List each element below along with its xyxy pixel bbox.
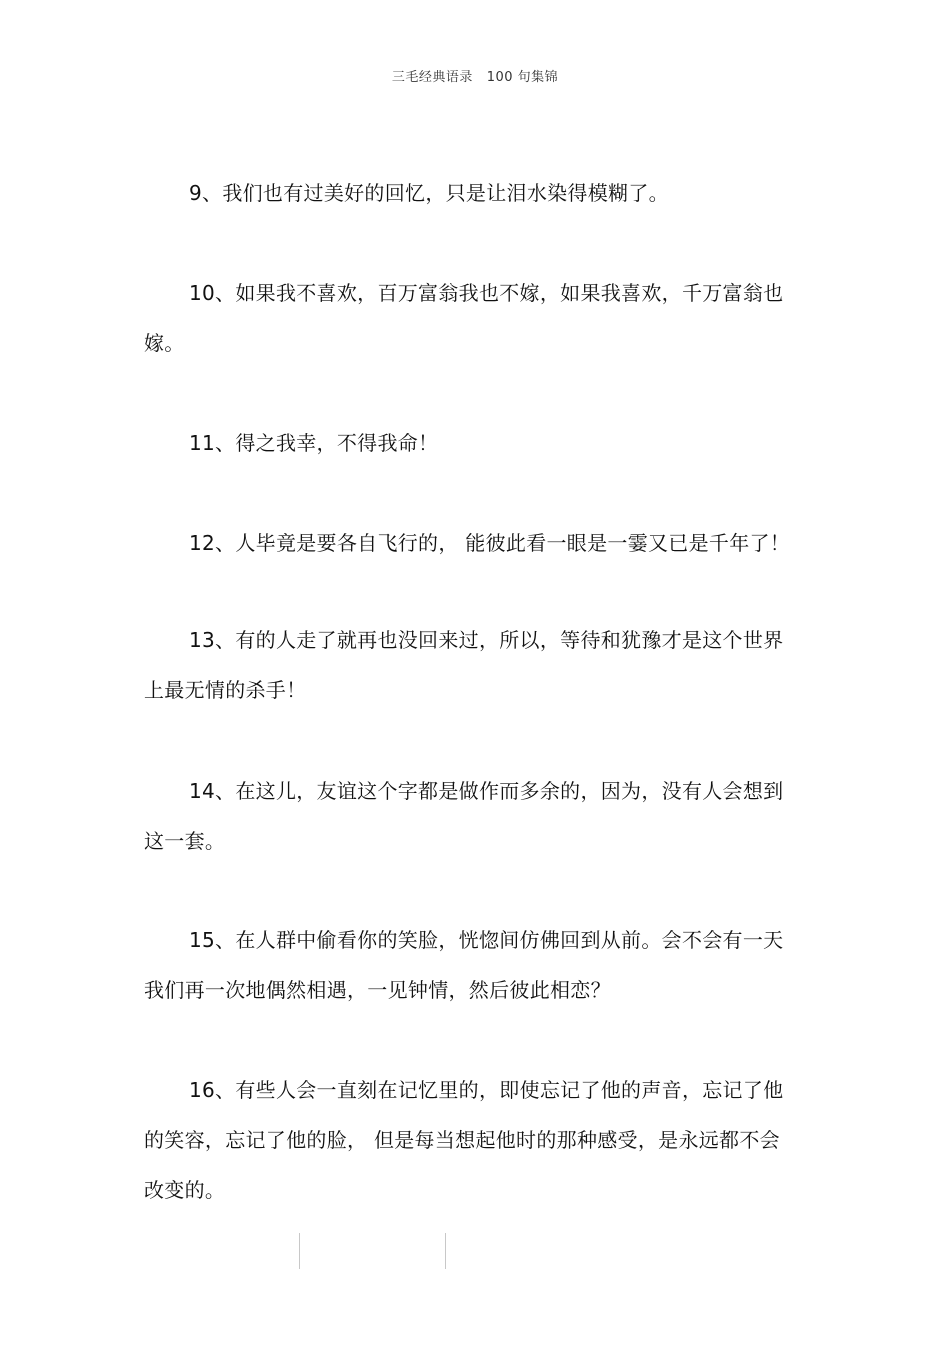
page-header-title: 三毛经典语录 100 句集锦 xyxy=(391,70,559,85)
quote-9: 9、我们也有过美好的回忆，只是让泪水染得模糊了。 xyxy=(189,181,669,205)
quote-10: 10、如果我不喜欢，百万富翁我也不嫁，如果我喜欢，千万富翁也嫁。 xyxy=(144,281,784,355)
quote-16: 16、有些人会一直刻在记忆里的，即使忘记了他的声音，忘记了他的笑容，忘记了他的脸， 但是每当想起他时的那种感受，是永远都不会改变的。 xyxy=(144,1078,784,1202)
quote-11: 11、得之我幸，不得我命！ xyxy=(189,431,439,455)
quote-14: 14、在这儿，友谊这个字都是做作而多余的，因为，没有人会想到这一套。 xyxy=(144,779,784,853)
quote-13: 13、有的人走了就再也没回来过，所以，等待和犹豫才是这个世界上最无情的杀手！ xyxy=(144,628,784,702)
footer-divider-left xyxy=(299,1233,300,1269)
quote-12: 12、人毕竟是要各自飞行的， 能彼此看一眼是一霎又已是千年了！ xyxy=(189,531,791,555)
footer-divider-right xyxy=(445,1233,446,1269)
quote-15: 15、在人群中偷看你的笑脸，恍惚间仿佛回到从前。会不会有一天我们再一次地偶然相遇，一见钟情，然后彼此相恋？ xyxy=(144,928,784,1002)
